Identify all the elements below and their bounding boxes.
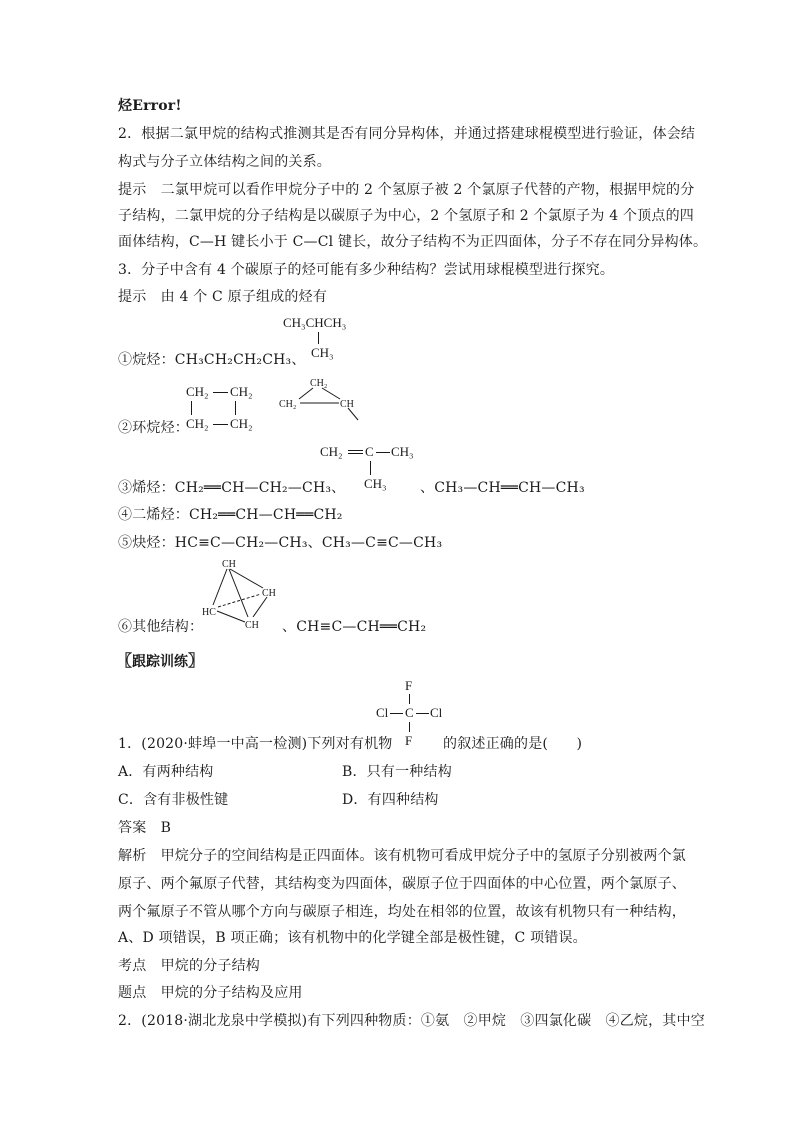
isobutylene-right: CH₃	[391, 444, 414, 459]
hint-line-3: 面体结构，C—H 键长小于 C—Cl 键长，故分子结构不为正四面体，分子不存在同分异构体。	[118, 234, 708, 250]
knowledge-point: 考点 甲烷的分子结构	[118, 958, 260, 974]
isobutane-main-chain: CH₃CHCH₃	[283, 315, 347, 330]
cyclobutane-br: CH₂	[230, 416, 253, 431]
hint-line-2: 子结构，二氯甲烷的分子结构是以碳原子为中心，2 个氢原子和 2 个氯原子为 4 个顶点的四	[118, 208, 694, 224]
tetrahedrane-top: CH	[222, 559, 236, 570]
cf2cl2-f-bottom: F	[405, 733, 413, 748]
option-c: C．含有非极性键	[118, 792, 229, 808]
explanation-line-2: 原子、两个氟原子代替，其结构变为四面体，碳原子位于四面体的中心位置，两个氯原子、	[118, 876, 686, 892]
explanation-line-3: 两个氟原子不管从哪个方向与碳原子相连，均处在相邻的位置，故该有机物只有一种结构，	[118, 904, 686, 920]
question-2-line-1: 2．根据二氯甲烷的结构式推测其是否有同分异构体，并通过搭建球棍模型进行验证，体会结	[118, 126, 696, 142]
cyclopropane-top: CH₂	[310, 378, 328, 389]
alkane-line: ①烷烃：CH₃CH₂CH₂CH₃、	[118, 352, 306, 368]
explanation-line-1: 解析 甲烷分子的空间结构是正四面体。该有机物可看成甲烷分子中的氢原子分别被两个氯	[118, 848, 686, 864]
cf2cl2-bond-right	[416, 713, 429, 714]
cf2cl2-bond-left	[390, 713, 403, 714]
alkyne-line: ⑤炔烃：HC≡C—CH₂—CH₃、CH₃—C≡C—CH₃	[118, 535, 443, 551]
cyclobutane-tl: CH₂	[186, 384, 209, 399]
cycloalkane-label: ②环烷烃：	[118, 420, 189, 436]
question-2-line-2: 构式与分子立体结构之间的关系。	[118, 154, 331, 170]
section-tag	[116, 648, 204, 671]
cf2cl2-c: C	[405, 705, 414, 720]
cf2cl2-cl-left: Cl	[376, 705, 389, 720]
alkene-line-b: 、CH₃—CH══CH—CH₃	[420, 480, 585, 496]
cf2cl2-cl-right: Cl	[430, 705, 443, 720]
question-3: 3．分子中含有 4 个碳原子的烃可能有多少种结构？尝试用球棍模型进行探究。	[118, 262, 615, 278]
isobutane-branch: CH₃	[311, 345, 334, 360]
exercise-1-tail: 的叙述正确的是( )	[443, 736, 583, 752]
cyclopropane-left: CH₂	[279, 399, 297, 410]
explanation-line-4: A、D 项错误，B 项正确；该有机物中的化学键全部是极性键，C 项错误。	[118, 930, 587, 946]
answer: 答案 B	[118, 820, 172, 836]
cf2cl2-f-top: F	[405, 678, 413, 693]
cyclobutane-tr: CH₂	[230, 384, 253, 399]
other-structure-b: 、CH≡C—CH══CH₂	[282, 619, 427, 635]
option-d: D．有四种结构	[342, 792, 439, 808]
cyclobutane-bl: CH₂	[186, 416, 209, 431]
question-point: 题点 甲烷的分子结构及应用	[118, 985, 303, 1001]
option-b: B．只有一种结构	[342, 764, 452, 780]
other-structure-label: ⑥其他结构：	[118, 619, 204, 635]
exercise-2-stem: 2．(2018·湖北龙泉中学模拟)有下列四种物质：①氨 ②甲烷 ③四氯化碳 ④乙烷，其中空	[118, 1013, 705, 1029]
cyclopropane-right: CH	[340, 399, 354, 410]
bracket-left-icon: 〖	[116, 651, 133, 670]
isobutylene-left: CH₂	[320, 444, 343, 459]
option-a: A．有两种结构	[118, 764, 214, 780]
cf2cl2-bond-top	[409, 694, 410, 704]
bracket-right-icon: 〗	[188, 651, 205, 670]
alkene-line-a: ③烯烃：CH₂══CH—CH₂—CH₃、	[118, 480, 346, 496]
exercise-1-stem: 1．(2020·蚌埠一中高一检测)下列对有机物	[118, 736, 393, 752]
heading-error: 烃Error!	[118, 98, 182, 114]
section-title: 跟踪训练	[132, 654, 189, 670]
hint-line-1: 提示 二氯甲烷可以看作甲烷分子中的 2 个氢原子被 2 个氯原子代替的产物，根据甲烷的分	[118, 182, 695, 198]
diene-line: ④二烯烃：CH₂══CH—CH══CH₂	[118, 507, 343, 523]
isobutylene-branch: CH₃	[364, 476, 387, 491]
tetrahedrane-right: CH	[262, 588, 276, 599]
tetrahedrane-left: HC	[202, 607, 216, 618]
hint-4-carbon: 提示 由 4 个 C 原子组成的烃有	[118, 289, 328, 305]
tetrahedrane-bottom: CH	[245, 620, 259, 631]
cf2cl2-bond-bottom	[409, 722, 410, 732]
isobutylene-c: C	[365, 444, 374, 459]
